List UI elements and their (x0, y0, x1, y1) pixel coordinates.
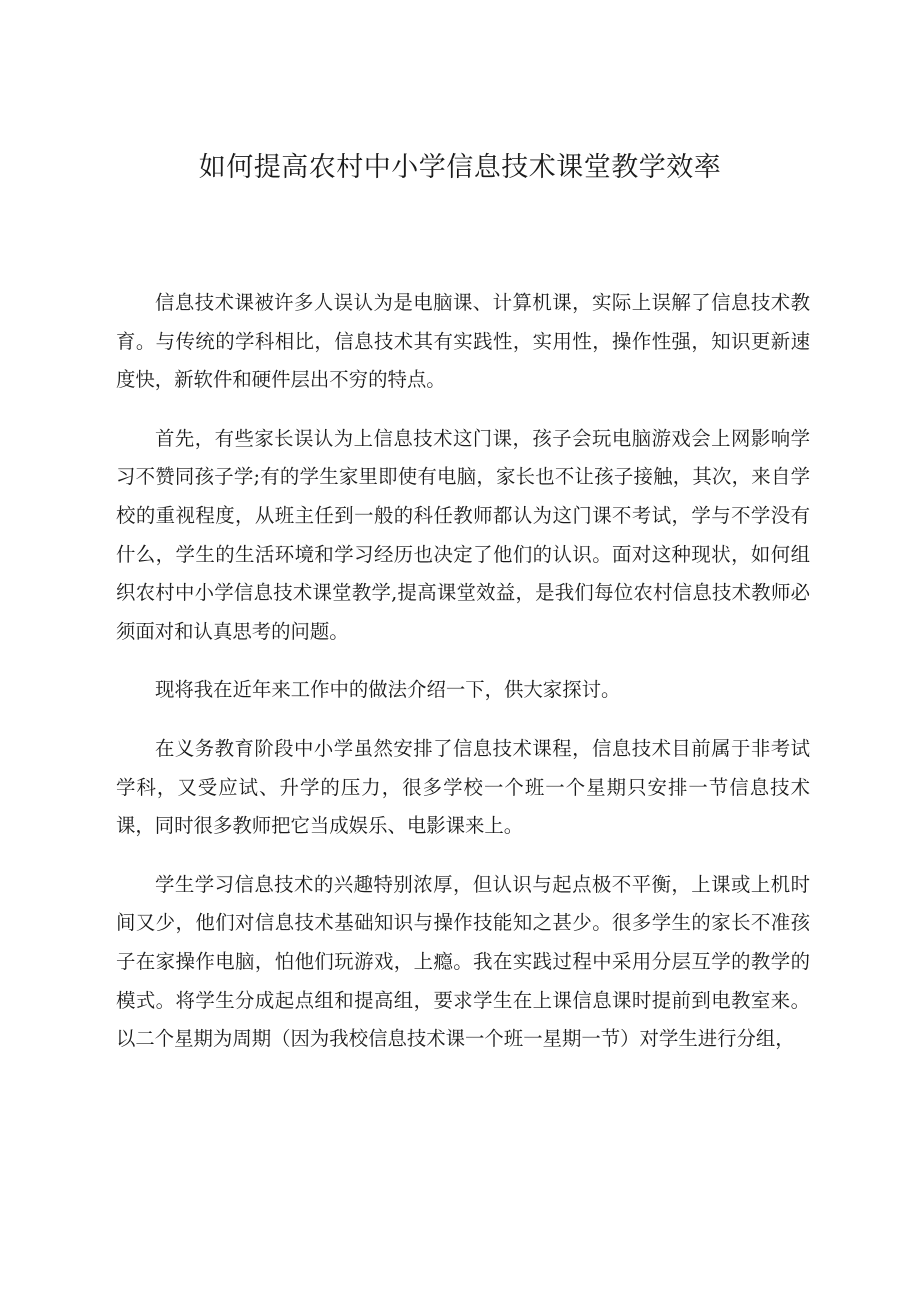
document-title: 如何提高农村中小学信息技术课堂教学效率 (198, 152, 722, 183)
document-body (116, 284, 810, 1079)
paragraph-5: 学生学习信息技术的兴趣特别浓厚，但认识与起点极不平衡，上课或上机时间又少，他们对信息技术基础知识与操作技能知之甚少。很多学生的家长不准孩子在家操作电脑，怕他们玩游戏，上瘾。我在实践过程中采用分层互学的教学的模式。将学生分成起点组和提高组，要求学生在上课信息课时提前到电教室来。以二个星期为周期（因为我校信息技术课一个班一星期一节）对学生进行分组， (116, 872, 810, 1051)
paragraph-2: 首先，有些家长误认为上信息技术这门课，孩子会玩电脑游戏会上网影响学习不赞同孩子学;有的学生家里即使有电脑，家长也不让孩子接触，其次，来自学校的重视程度，从班主任到一般的科任教师都认为这门课不考试，学与不学没有什么，学生的生活环境和学习经历也决定了他们的认识。面对这种现状，如何组织农村中小学信息技术课堂教学,提高课堂效益，是我们每位农村信息技术教师必须面对和认真思考的问题。 (116, 426, 810, 643)
paragraph-1: 信息技术课被许多人误认为是电脑课、计算机课，实际上误解了信息技术教育。与传统的学科相比，信息技术其有实践性，实用性，操作性强，知识更新速度快，新软件和硬件层出不穷的特点。 (116, 291, 810, 392)
paragraph-3: 现将我在近年来工作中的做法介绍一下，供大家探讨。 (155, 678, 621, 702)
paragraph-4: 在义务教育阶段中小学虽然安排了信息技术课程，信息技术目前属于非考试学科，又受应试、升学的压力，很多学校一个班一个星期只安排一节信息技术课，同时很多教师把它当成娱乐、电影课来上。 (116, 736, 810, 838)
